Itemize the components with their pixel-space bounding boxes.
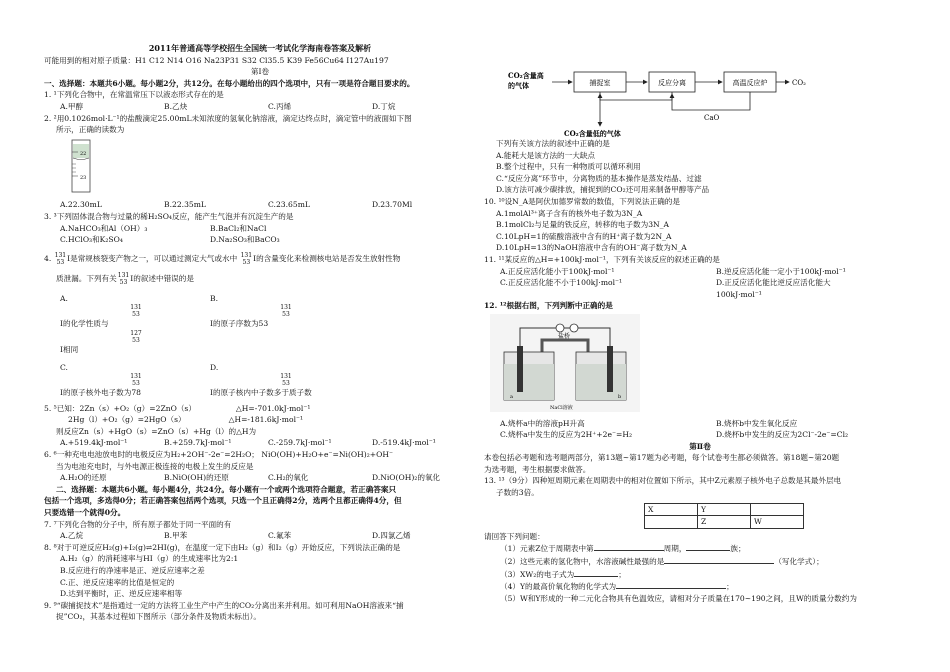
q2-option-a: A.22.30mL bbox=[60, 200, 102, 210]
q6-stem: 6. ⁶一种充电电池放电时的电极反应为H₂+2OH⁻-2e⁻=2H₂O； NiO(OH)+H₂O+e⁻=Ni(OH)₂+OH⁻ bbox=[44, 450, 393, 460]
q11-stem: 11. ¹¹某反应的△H=+100kJ·mol⁻¹，下列有关该反应的叙述正确的是 bbox=[484, 254, 720, 264]
q9-option-c: C.“反应分离”环节中，分离物质的基本操作是蒸发结晶、过滤 bbox=[496, 173, 702, 183]
box-reaction-separation-label: 反应分离 bbox=[658, 79, 686, 87]
q9-stem-2: 捉”CO₂，其基本过程如下图所示（部分条件及物质未标出）。 bbox=[56, 612, 262, 622]
q4-option-c: C. 131 53 I的原子核外电子数为78 bbox=[60, 362, 142, 398]
q13-part-2: （2）这些元素的氢化物中，水溶液碱性最强的是 （写化学式）； bbox=[500, 557, 824, 567]
q2-options bbox=[44, 199, 476, 211]
right-column bbox=[484, 0, 916, 604]
volume-2-desc-1: 本卷包括必考题和选考题两部分，第13题~第17题为必考题，每个试卷考生都必须做答。第18题~第20题 bbox=[484, 453, 840, 463]
q7-options bbox=[44, 530, 476, 542]
beaker-b-label: b bbox=[618, 393, 622, 400]
q5-option-c: C.-259.7kJ·mol⁻¹ bbox=[268, 438, 332, 448]
q7-option-b: B.甲苯 bbox=[164, 531, 188, 541]
q1-option-c: C.丙烯 bbox=[268, 101, 292, 111]
periodic-table-fragment bbox=[644, 503, 804, 529]
q5-option-b: B.+259.7kJ·mol⁻¹ bbox=[164, 438, 232, 448]
q6-option-d: D.NiO(OH)₂的氧化 bbox=[372, 473, 441, 483]
q4-options-row1 bbox=[44, 293, 476, 356]
q6-stem-2: 当为电池充电时，与外电源正极连接的电极上发生的反应是 bbox=[56, 461, 254, 471]
q9-ask: 下列有关该方法的叙述中正确的是 bbox=[496, 139, 610, 148]
q1-option-a: A.甲醇 bbox=[60, 101, 84, 111]
q1-option-b: B.乙炔 bbox=[164, 101, 188, 111]
q3-option-c: C.HClO₃和K₂SO₄ bbox=[60, 235, 123, 245]
q10-stem: 10. ¹⁰设N_A是阿伏加德罗常数的数值，下列说法正确的是 bbox=[484, 196, 680, 206]
q2-option-b: B.22.35mL bbox=[164, 200, 206, 210]
q12-option-a: A.烧杯a中的溶液pH升高 bbox=[500, 418, 585, 428]
q7-option-a: A.乙烷 bbox=[60, 531, 84, 541]
nacl-solution-label: NaCl溶液 bbox=[550, 404, 573, 411]
beaker-a-label: a bbox=[510, 393, 513, 400]
q8-option-a: A.H₂（g）的消耗速率与HI（g）的生成速率比为2:1 bbox=[60, 554, 239, 564]
q11-options-row2 bbox=[484, 277, 916, 300]
q3-stem: 3. ³下列固体混合物与过量的稀H₂SO₄反应，能产生气泡并有沉淀生产的是 bbox=[44, 211, 294, 221]
q10-option-c: C.10LpH=1的硫酸溶液中含有的H⁺离子数为2N_A bbox=[496, 231, 672, 241]
q12-option-c: C.烧杯a中发生的反应为2H⁺+2e⁻=H₂ bbox=[500, 430, 633, 440]
burette-mark-22: 22 bbox=[80, 150, 87, 157]
q7-stem: 7. ⁷下列化合物的分子中，所有原子都处于同一平面的有 bbox=[44, 519, 232, 529]
q5-ask: 则反应Zn（s）+HgO（s）=ZnO（s）+Hg（l）的△H为 bbox=[56, 426, 257, 436]
q1-option-d: D.丁烷 bbox=[372, 101, 396, 111]
volume-2-heading: 第Ⅱ卷 bbox=[689, 441, 711, 451]
q5-option-a: A.+519.4kJ·mol⁻¹ bbox=[60, 438, 128, 448]
q4-option-a: A. 131 53 I的化学性质与 127 53 I相同 bbox=[60, 293, 142, 354]
flowchart-svg bbox=[484, 64, 814, 138]
q3-option-d: D.Na₂SO₃和BaCO₃ bbox=[210, 235, 280, 245]
q13-stem-1: 13. ¹³（9分）四种短周期元素在周期表中的相对位置如下所示，其中Z元素原子核外电子总数是其最外层电 bbox=[484, 476, 842, 486]
q9-option-a: A.能耗大是该方法的一大缺点 bbox=[496, 150, 596, 160]
q1-stem: 1. ¹下列化合物中，在常温常压下以液态形式存在的是 bbox=[44, 90, 224, 100]
flow-output-co2: CO₂ bbox=[792, 79, 806, 87]
grid-cell bbox=[645, 516, 698, 529]
q8-option-c: C.正、逆反应速率的比值是恒定的 bbox=[60, 577, 175, 587]
q11-options-row1 bbox=[484, 266, 916, 278]
q3-options-row1 bbox=[44, 223, 476, 235]
section-2-heading-2: 包括一个选项，多选得0分；若正确答案包括两个选项，只选一个且正确得2分，选两个且都正确得4分，但 bbox=[44, 496, 402, 506]
q7-option-d: D.四氯乙烯 bbox=[372, 531, 411, 541]
atomic-masses: 可能用到的相对原子质量：H1 C12 N14 O16 Na23P31 S32 Cl35.5 K39 Fe56Cu64 I127Au197 bbox=[44, 55, 389, 65]
q11-option-a: A.正反应活化能小于100kJ·mol⁻¹ bbox=[500, 266, 615, 276]
q10-option-d: D.10LpH=13的NaOH溶液中含有的OH⁻离子数为N_A bbox=[496, 243, 687, 253]
left-column bbox=[44, 0, 476, 623]
box-furnace-label: 高温反应炉 bbox=[732, 79, 768, 87]
q4-option-d: D. 131 53 I的原子核内中子数多于质子数 bbox=[210, 362, 312, 398]
q5-eq2: 2Hg（l）+O₂（g）=2HgO（s） △H=-181.6kJ·mol⁻¹ bbox=[68, 415, 304, 425]
q3-option-a: A.NaHCO₃和Al（OH）₃ bbox=[60, 223, 148, 233]
isotope-i131: 131 53 bbox=[54, 251, 67, 266]
q13-part-1: （1）元素Z位于周期表中第 周期， 族； bbox=[500, 544, 746, 554]
q12-options-row1 bbox=[484, 418, 916, 430]
q12-options-row2 bbox=[484, 429, 916, 441]
grid-cell: Y bbox=[698, 503, 751, 516]
burette-figure bbox=[66, 138, 98, 194]
volume-2-desc-2: 为选考题，考生根据要求做答。 bbox=[484, 464, 591, 474]
page-title: 2011年普通高等学校招生全国统一考试化学海南卷答案及解析 bbox=[148, 43, 372, 53]
q11-option-c: C.正反应活化能不小于100kJ·mol⁻¹ bbox=[500, 278, 623, 288]
flow-input-label-1: CO₂含量高 bbox=[508, 71, 544, 80]
q3-option-b: B.BaCl₂和NaCl bbox=[210, 223, 267, 233]
q5-stem: 5. ⁵已知：2Zn（s）+O₂（g）=2ZnO（s） △H=-701.0kJ·mol⁻¹ bbox=[44, 403, 311, 413]
salt-bridge-label: 盐桥 bbox=[558, 332, 571, 340]
q2-option-c: C.23.65mL bbox=[268, 200, 310, 210]
grid-cell: W bbox=[751, 516, 804, 529]
q6-option-a: A.H₂O的还原 bbox=[60, 473, 107, 483]
q11-option-d: D.正反应活化能比逆反应活化能大100kJ·mol⁻¹ bbox=[716, 278, 831, 299]
electrochemical-cell-figure bbox=[490, 314, 640, 412]
q9-option-d: D.该方法可减少碳排放，捕捉到的CO₂还可用来制备甲醇等产品 bbox=[496, 185, 710, 195]
section-2-heading-1: 二、选择题：本题共6小题。每小题4分，共24分。每小题有一个或两个选项符合题意，若正确答案只 bbox=[56, 484, 397, 494]
flow-low-co2-label: CO₂含量低的气体 bbox=[564, 129, 621, 138]
q4-stem-1: 4. 131 53 I是常规核裂变产物之一，可以通过测定大气或水中 131 53 I的含量变化来检测核电站是否发生放射性物 bbox=[44, 251, 401, 266]
q4-options-row2 bbox=[44, 362, 476, 399]
q8-option-b: B.反应进行的净速率是正、逆反应速率之差 bbox=[60, 566, 205, 575]
q1-options bbox=[44, 101, 476, 113]
q6-option-b: B.NiO(OH)的还原 bbox=[164, 473, 229, 483]
q12-option-d: D.烧杯b中发生的反应为2Cl⁻-2e⁻=Cl₂ bbox=[716, 430, 849, 440]
q13-ask: 请回答下列问题： bbox=[484, 531, 545, 541]
grid-cell: X bbox=[645, 503, 698, 516]
q6-options bbox=[44, 472, 476, 484]
section-1-heading: 一、选择题：本题共6小题。每小题2分，共12分。在每小题给出的四个选项中，只有一项是符合题目要求的。 bbox=[44, 78, 415, 88]
carbon-capture-flowchart bbox=[484, 64, 916, 138]
q12-stem: 12. ¹²根据右图，下列判断中正确的是 bbox=[484, 301, 613, 311]
q10-option-a: A.1molAl³⁺离子含有的核外电子数为3N_A bbox=[496, 208, 643, 218]
q4-stem-2: 质泄漏。下列有关 131 53 I的叙述中错误的是 bbox=[56, 271, 194, 286]
section-2-heading-3: 只要选错一个就得0分。 bbox=[44, 508, 126, 518]
q13-part-3: （3）XW₂的电子式为 ； bbox=[500, 569, 626, 579]
q11-option-b: B.逆反应活化能一定小于100kJ·mol⁻¹ bbox=[716, 266, 846, 276]
grid-cell bbox=[751, 503, 804, 516]
q13-part-5: （5）W和Y形成的一种二元化合物具有色温效应，请相对分子质量在170~190之间，且W的质量分数约为 bbox=[500, 593, 857, 603]
q6-option-c: C.H₂的氧化 bbox=[268, 473, 309, 483]
q7-option-c: C.氟苯 bbox=[268, 531, 292, 541]
flow-input-label-2: 的气体 bbox=[508, 81, 529, 90]
q13-stem-2: 子数的3倍。 bbox=[496, 488, 539, 498]
q5-option-d: D.-519.4kJ·mol⁻¹ bbox=[372, 438, 436, 448]
q8-option-d: D.达到平衡时，正、逆反应速率相等 bbox=[60, 589, 183, 599]
q13-part-4: （4）Y的最高价氧化物的化学式为 ； bbox=[500, 582, 734, 592]
q2-stem-1: 2. ²用0.1026mol·L⁻¹的盐酸滴定25.00mL未知浓度的氢氧化钠溶液，滴定达终点时，滴定管中的液面如下图 bbox=[44, 113, 412, 123]
flow-cao-label: CaO bbox=[704, 114, 720, 122]
box-capture-room-label: 捕捉室 bbox=[589, 79, 611, 87]
grid-cell: Z bbox=[698, 516, 751, 529]
q4-option-b: B. 131 53 I的原子序数为53 bbox=[210, 293, 292, 329]
q9-option-b: B.整个过程中，只有一种物质可以循环利用 bbox=[496, 162, 641, 172]
q9-stem-1: 9. ⁹“碳捕捉技术”是指通过一定的方法将工业生产中产生的CO₂分离出来并利用。如可利用NaOH溶液来“捕 bbox=[44, 600, 404, 610]
q8-stem: 8. ⁸对于可逆反应H₂(g)+I₂(g)⇌2HI(g)，在温度一定下由H₂（g）和I₂（g）开始反应，下列说法正确的是 bbox=[44, 542, 401, 552]
q2-option-d: D.23.70Ml bbox=[372, 200, 413, 210]
q2-stem-2: 所示，正确的读数为 bbox=[56, 125, 125, 135]
q10-option-b: B.1molCl₂与足量的铁反应，转移的电子数为3N_A bbox=[496, 220, 669, 230]
q3-options-row2 bbox=[44, 234, 476, 246]
q12-option-b: B.烧杯b中发生氧化反应 bbox=[716, 418, 798, 428]
burette-mark-23: 23 bbox=[80, 174, 87, 181]
volume-1-heading: 第Ⅰ卷 bbox=[250, 67, 270, 77]
q5-options bbox=[44, 437, 476, 449]
